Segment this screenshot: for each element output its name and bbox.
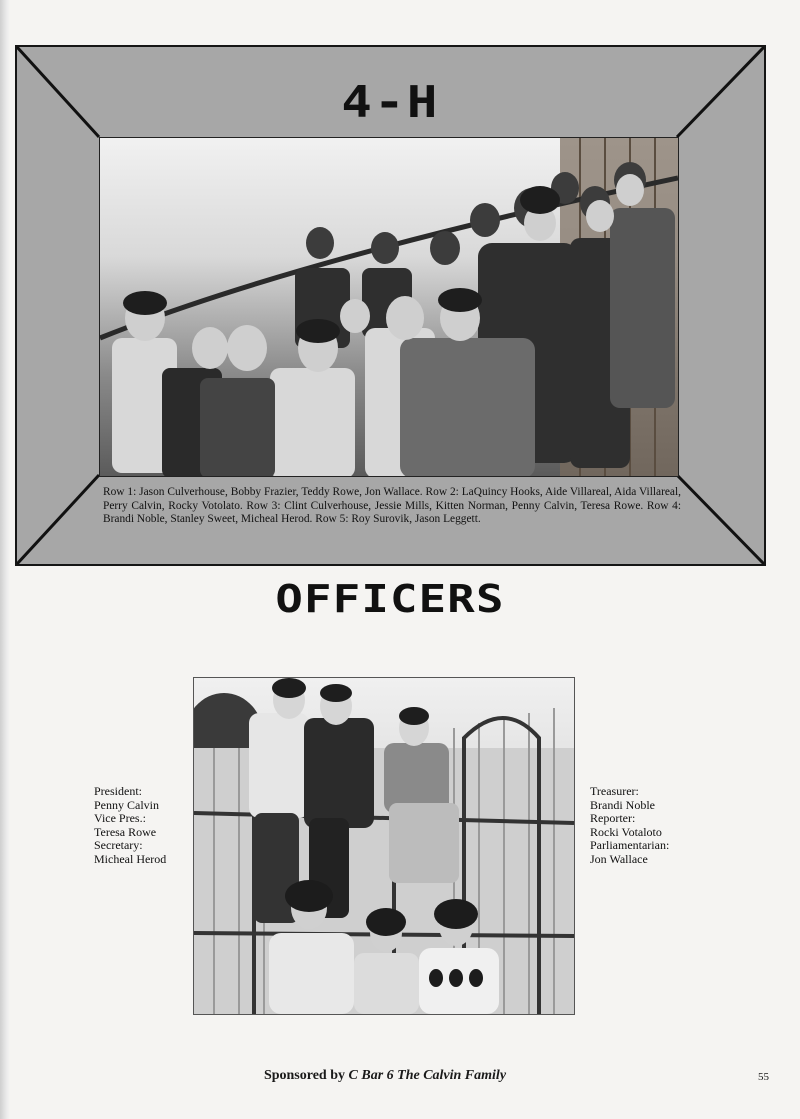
page-number: 55 (758, 1071, 769, 1083)
sponsor-prefix: Sponsored by (263, 1068, 346, 1083)
role-name: Penny Calvin (94, 797, 159, 812)
group-panel (15, 45, 766, 566)
group-photo (99, 137, 679, 477)
role-name: Rocki Votaloto (590, 824, 662, 839)
group-caption: Row 1: Jason Culverhouse, Bobby Frazier, Teddy Rowe, Jon Wallace. Row 2: LaQuincy Hooks, Aide Villareal, Aida Villareal, Perry Calvin, Rocky Votolato. Row 3: Clint Culverhouse, Jessie Mills, Kitten Norman, Penny Calvin, Teresa Rowe. Row 4: Brandi Noble, Stanley Sweet, Micheal Herod. Row 5: Roy Surovik, Jason Leggett. (103, 486, 681, 526)
role-name: Brandi Noble (590, 797, 655, 812)
officer-roles-right (590, 785, 669, 867)
role-name: Jon Wallace (590, 851, 648, 866)
officer-roles-left (94, 785, 166, 867)
sponsor-name: C Bar 6 The Calvin Family (348, 1068, 507, 1083)
role-label: Parliamentarian: (590, 838, 670, 853)
role-label: Reporter: (590, 811, 636, 826)
role-name: Teresa Rowe (94, 824, 157, 839)
role-label: President: (94, 784, 142, 798)
role-label: Treasurer: (590, 784, 639, 798)
role-label: Secretary: (94, 838, 143, 853)
role-label: Vice Pres.: (94, 811, 146, 826)
section-title-4h: 4-H (341, 77, 440, 128)
section-title-officers: OFFICERS (275, 577, 505, 621)
sponsor-line (0, 1068, 770, 1084)
officers-photo (193, 677, 575, 1015)
role-name: Micheal Herod (94, 851, 167, 866)
page-gutter (0, 0, 10, 1119)
